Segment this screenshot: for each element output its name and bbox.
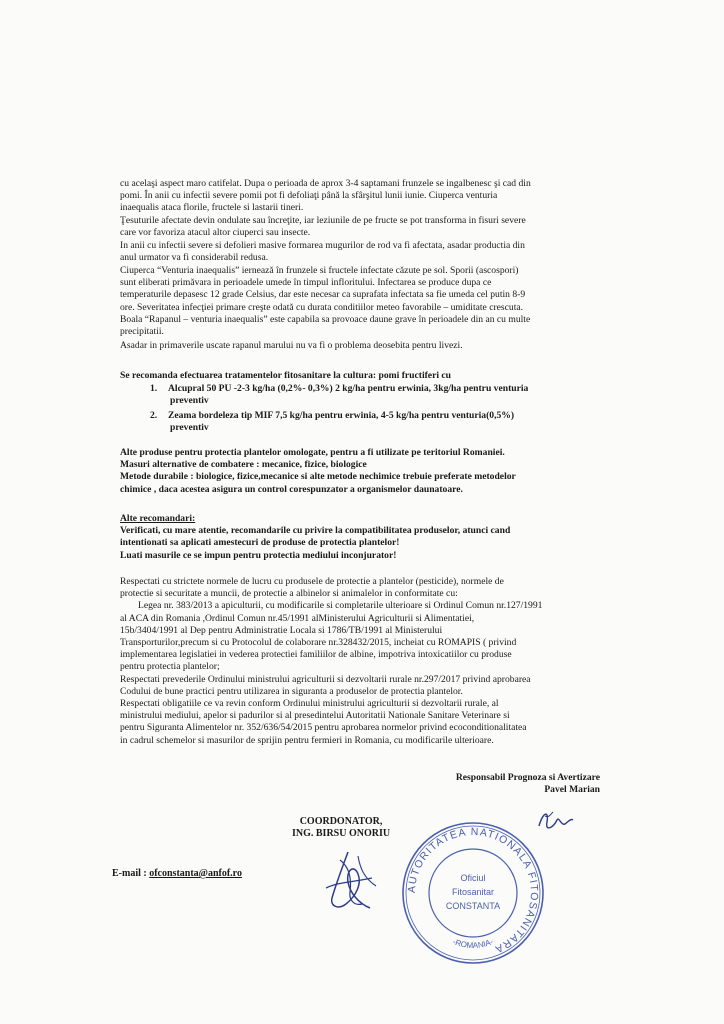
other-recommendations-section (120, 513, 625, 562)
stamp-center-line: Oficiul (460, 873, 486, 883)
text-line: ministrului mediului, apelor si padurilor si al presedintelui Autoritatii Nationale Sanitare Veterinare si (120, 710, 510, 722)
paragraph-lifecycle (120, 265, 625, 338)
other-products-section (120, 447, 625, 496)
text-line: Alte produse pentru protectia plantelor omologate, pentru a fi utilizate pe teritoriul Romaniei. (120, 447, 505, 458)
text-line: Ciuperca “Venturia inaequalis” iernează în frunzele si fructele infectate căzute pe sol. Sporii (ascospori) (120, 265, 519, 276)
text-line: protectie si securitate a muncii, de protectie a albinelor si animalelor in conformitate cu: (120, 588, 458, 600)
coordinator-block (292, 816, 390, 841)
paragraph-conclusion (120, 340, 625, 352)
coordinator-title: COORDONATOR, (299, 816, 383, 827)
text-line: Respectati prevederile Ordinului ministrului agriculturii si dezvoltarii rurale nr.297/2017 privind aprobarea (120, 673, 531, 685)
stamp-center-line: Fitosanitar (451, 887, 495, 897)
text-line: chimice , daca acestea asigura un control corespunzator a organismelor daunatoare. (120, 483, 463, 495)
text-line: Legea nr. 383/2013 a apiculturii, cu modificarile si completarile ulterioare si Ordinul Comun nr.127/1991 (138, 600, 543, 612)
section-title: Alte recomandari: (120, 513, 196, 524)
item-line: Alcupral 50 PU -2-3 kg/ha (0,2%- 0,3%) 2 kg/ha pentru erwinia, 3kg/ha pentru venturia (168, 383, 529, 394)
signature-coordinator (318, 848, 388, 916)
text-line: anul urmator va fi considerabil redusa. (120, 252, 269, 264)
text-line: Transporturilor,precum si cu Protocolul de colaborare nr.328432/2015, incheiat cu ROMAPIS ( privind (120, 637, 517, 649)
email-label: E-mail : (112, 868, 150, 879)
text-line: ore. Severitatea infecţiei primare creşte odată cu durata conditiilor meteo favorabile – umiditate crescuta. (120, 301, 524, 313)
coordinator-name: ING. BIRSU ONORIU (292, 828, 391, 840)
stamp-ring-bottom: -ROMANIA- (451, 937, 495, 951)
responsible-block (456, 772, 600, 797)
contact-email (112, 868, 242, 879)
text-line: Codului de bune practici pentru utilizarea in siguranta a produselor de protectia plantelor. (120, 685, 463, 697)
text-line: sunt eliberati primăvara in perioadele umede în timpul infloritului. Infectarea se produce dupa ce (120, 277, 492, 289)
paragraph-tissues (120, 215, 625, 239)
text-line: Metode durabile : biologice, fizice,mecanice si alte metode nechimice trebuie preferate metodelor (120, 471, 516, 483)
text-line: pomi. În anii cu infectii severe pomii pot fi defoliaţi până la sfârşitul lunii iunie. Ciuperca venturia (120, 190, 498, 202)
text-line: Masuri alternative de combatere : mecanice, fizice, biologice (120, 459, 367, 471)
text-line: Boala “Rapanul – venturia inaequalis” este capabila sa provoace daune grave în perioadele din an cu multe (120, 313, 531, 325)
text-line: pentru Siguranta Alimentelor nr. 352/636/54/2015 pentru aprobarea normelor privind ecoconditionalitatea (120, 722, 527, 734)
text-line: Luati masurile ce se impun pentru protectia mediului inconjurator! (120, 549, 397, 561)
item-number: 1. (150, 383, 158, 394)
text-line: pentru protectia plantelor; (120, 661, 220, 673)
email-link[interactable]: ofconstanta@anfof.ro (149, 868, 242, 879)
text-line: Verificati, cu mare atentie, recomandarile cu privire la compatibilitatea produselor, atunci cand (120, 525, 511, 537)
text-line: temperaturile depasesc 12 grade Celsius, dar este necesar ca suprafata infectata sa fie umeda cel putin 8-9 (120, 289, 526, 301)
text-line: implementarea legislatiei in vederea protectiei familiilor de albine, impotriva intoxicatiilor cu produse (120, 649, 512, 661)
text-line: in cadrul schemelor si masurilor de sprijin pentru fermieri in Romania, cu modificarile ulterioare. (120, 734, 494, 746)
text-line: Respectati obligatiile ce va revin conform Ordinului ministrului agriculturii si dezvoltarii rurale, al (120, 698, 499, 710)
text-line: 15b/3404/1991 al Dep pentru Administratie Locala si 1786/TB/1991 al Ministerului (120, 624, 443, 636)
official-stamp (398, 818, 548, 968)
text-line: al ACA din Romania ,Ordinul Comun nr.45/1991 alMinisterului Agriculturii si Alimentatiei, (120, 612, 475, 624)
text-line: cu acelaşi aspect maro catifelat. Dupa o perioada de aprox 3-4 saptamani frunzele se ingalbenesc şi cad din (120, 178, 531, 189)
text-line: care vor favoriza atacul altor ciuperci sau insecte. (120, 227, 311, 239)
text-line: inaequalis ataca florile, fructele si lastarii tineri. (120, 202, 304, 214)
treatment-item-1 (150, 383, 608, 407)
item-line: Zeama bordeleza tip MIF 7,5 kg/ha pentru erwinia, 4-5 kg/ha pentru venturia(0,5%) (168, 410, 515, 421)
text-line: Ţesuturile afectate devin ondulate sau încreţite, iar leziunile de pe fructe se pot transforma in fisuri severe (120, 215, 526, 226)
paragraph-defoliation (120, 240, 625, 264)
recommendation-heading: Se recomanda efectuarea tratamentelor fitosanitare la cultura: pomi fructiferi cu (120, 370, 451, 381)
item-line: preventiv (170, 395, 209, 407)
item-line: preventiv (170, 422, 209, 434)
responsible-title: Responsabil Prognoza si Avertizare (455, 772, 600, 783)
paragraph-symptoms (120, 178, 625, 215)
text-line: precipitatii. (120, 326, 164, 338)
text-line: Asadar in primaverile uscate rapanul marului nu va fi o problema deosebita pentru livezi. (120, 340, 463, 351)
text-line: intentionati sa aplicati amestecuri de produse de protectia plantelor! (120, 537, 400, 549)
responsible-name: Pavel Marian (544, 784, 600, 796)
text-line: Respectati cu strictete normele de lucru cu produsele de protectie a plantelor (pesticide), normele de (120, 576, 504, 587)
text-line: In anii cu infectii severe si defolieri masive formarea mugurilor de rod va fi afectata, asadar productia din (120, 240, 525, 251)
stamp-center-line: CONSTANTA (445, 901, 501, 911)
stamp-ring-text: AUTORITATEA NATIONALA FITOSANITARA (405, 825, 541, 956)
item-number: 2. (150, 410, 158, 421)
treatment-item-2 (150, 410, 608, 434)
norms-section (120, 576, 625, 747)
svg-text:-ROMANIA- (451, 937, 494, 950)
